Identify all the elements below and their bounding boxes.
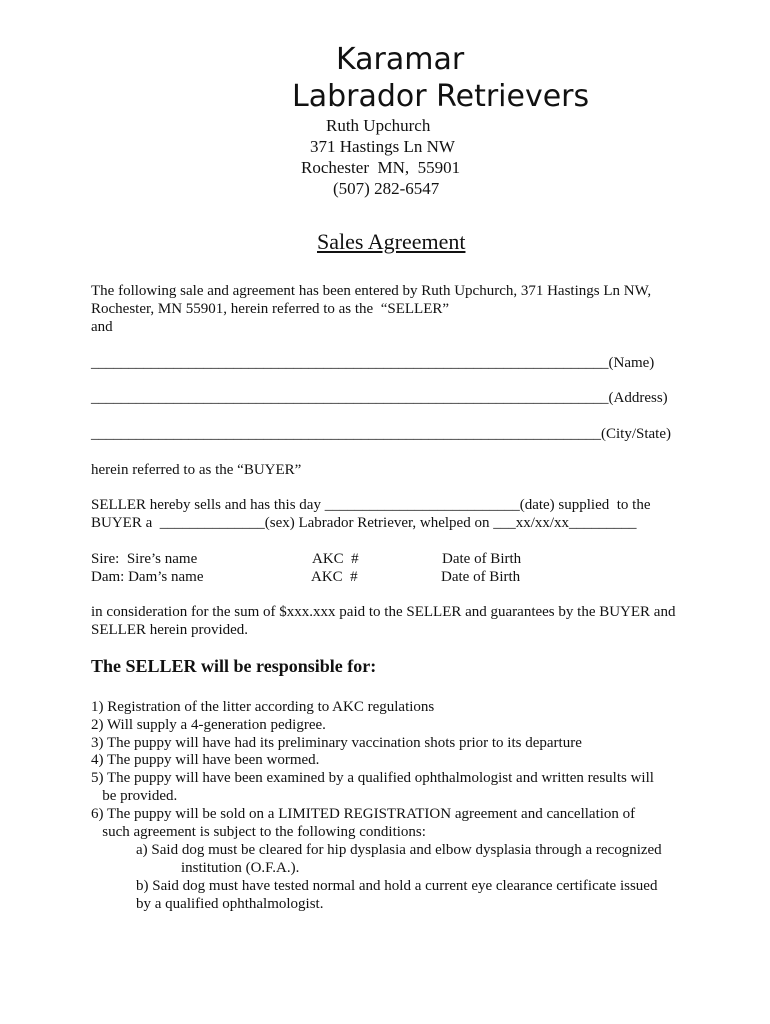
buyer-reference: herein referred to as the “BUYER” [91, 462, 302, 478]
sale-line-2: BUYER a ______________(sex) Labrador Retriever, whelped on ___xx/xx/xx_________ [91, 515, 637, 531]
responsibility-item: 2) Will supply a 4-generation pedigree. [91, 717, 326, 733]
breed-line: Labrador Retrievers [292, 79, 590, 114]
intro-line-2: Rochester, MN 55901, herein referred to as the “SELLER” [91, 301, 450, 317]
dam-dob: Date of Birth [441, 569, 521, 585]
city-state-zip: Rochester MN, 55901 [301, 158, 461, 177]
intro-line-1: The following sale and agreement has been entered by Ruth Upchurch, 371 Hastings Ln NW, [91, 283, 652, 299]
responsibility-item: be provided. [91, 788, 178, 804]
street-address: 371 Hastings Ln NW [310, 137, 455, 156]
consideration-line-2: SELLER herein provided. [91, 622, 249, 638]
field-blank[interactable]: _____________________________________________________________________ [91, 355, 609, 371]
responsibility-item: 3) The puppy will have had its preliminary vaccination shots prior to its departure [91, 735, 582, 751]
responsibility-item: 5) The puppy will have been examined by a qualified ophthalmologist and written results will [91, 770, 654, 786]
responsibility-item: such agreement is subject to the following conditions: [91, 824, 426, 840]
buyer-name-field[interactable] [91, 354, 654, 372]
seller-responsibilities-heading: The SELLER will be responsible for: [91, 656, 377, 676]
buyer-city-state-field[interactable] [91, 425, 671, 443]
condition-item: b) Said dog must have tested normal and hold a current eye clearance certificate issued [136, 878, 658, 894]
responsibility-item: 4) The puppy will have been wormed. [91, 752, 320, 768]
condition-item: institution (O.F.A.). [136, 860, 300, 876]
consideration-line-1: in consideration for the sum of $xxx.xxx paid to the SELLER and guarantees by the BUYER and [91, 604, 676, 620]
document-title: Sales Agreement [317, 229, 466, 254]
dam-akc: AKC # [311, 569, 358, 585]
field-label: (Address) [608, 390, 668, 406]
field-label: (City/State) [601, 426, 671, 442]
field-blank[interactable]: ____________________________________________________________________ [91, 426, 601, 442]
kennel-name: Karamar [336, 42, 465, 77]
sire-akc: AKC # [312, 551, 359, 567]
buyer-address-field[interactable] [91, 389, 668, 407]
field-label: (Name) [608, 355, 655, 371]
condition-item: a) Said dog must be cleared for hip dysplasia and elbow dysplasia through a recognized [136, 842, 662, 858]
owner-name: Ruth Upchurch [326, 116, 431, 135]
sire-dob: Date of Birth [442, 551, 522, 567]
sale-line-1: SELLER hereby sells and has this day __________________________(date) supplied to the [91, 497, 651, 513]
intro-line-3: and [91, 319, 113, 335]
condition-item: by a qualified ophthalmologist. [136, 896, 324, 912]
field-blank[interactable]: _____________________________________________________________________ [91, 390, 609, 406]
sire-name: Sire: Sire’s name [91, 551, 198, 567]
responsibility-item: 1) Registration of the litter according to AKC regulations [91, 699, 435, 715]
phone-number: (507) 282-6547 [333, 179, 440, 198]
dam-name: Dam: Dam’s name [91, 569, 204, 585]
responsibility-item: 6) The puppy will be sold on a LIMITED REGISTRATION agreement and cancellation of [91, 806, 636, 822]
